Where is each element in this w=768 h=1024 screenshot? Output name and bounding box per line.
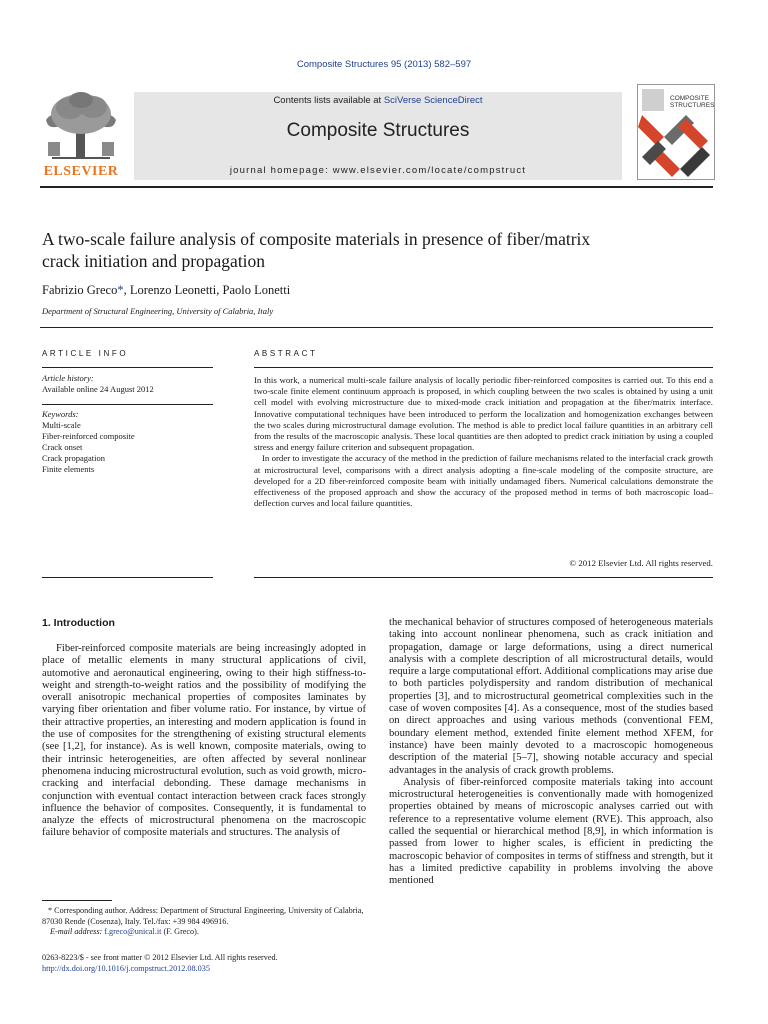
footnote-rule [42, 900, 112, 901]
article-info-rule [42, 367, 213, 368]
sciencedirect-link[interactable]: SciVerse ScienceDirect [383, 95, 483, 106]
affiliation: Department of Structural Engineering, University of Calabria, Italy [42, 306, 274, 316]
body-paragraph: the mechanical behavior of structures composed of heterogeneous materials taking into account nonlinear phenomena, such as crack initiation and propagation, damage or large deformations, using a direct numerical analysis with a complete description of all microstructural details, would require a large computational effort. Additional complications may arise due to both particles polydispersity and random distribution of mechanical properties [3], and to microstructural geometrical complexities such in the case of woven composites [4]. As a consequence, most of the studies based on direct approaches and using various methods (conventional FEM, boundary element method, extended finite element method XFEM, for instance) have been mainly devoted to a macroscopic homogeneous description of the material [5–7], showing notable accuracy and special advantages in the analysis of crack growth problems. [389, 617, 713, 776]
cover-title: COMPOSITE STRUCTURES [670, 95, 715, 109]
keywords-block: Keywords: Multi-scale Fiber-reinforced composite Crack onset Crack propagation Finite elements [42, 409, 213, 475]
keyword: Fiber-reinforced composite [42, 431, 135, 441]
issn-line: 0263-8223/$ - see front matter © 2012 Elsevier Ltd. All rights reserved. [42, 953, 278, 962]
history-rule [42, 404, 213, 405]
body-column-left [42, 643, 366, 840]
abstract-body [254, 375, 713, 509]
corresponding-author-footnote: * Corresponding author. Address: Department of Structural Engineering, University of Calabria, 87030 Rende (Cosenza), Italy. Tel./fax: +39 984 496916. E-mail address: f.greco@unical.it (F. Greco). [42, 906, 364, 936]
page-footer [42, 952, 372, 974]
corresponding-author-mark[interactable]: * [117, 283, 124, 297]
article-info-bottom-rule [42, 577, 213, 578]
author-email-link[interactable]: f.greco@unical.it [104, 927, 162, 936]
keyword: Crack propagation [42, 453, 106, 463]
elsevier-wordmark: ELSEVIER [43, 164, 119, 179]
abstract-bottom-rule [254, 577, 713, 578]
abstract-heading: ABSTRACT [254, 349, 318, 358]
article-history: Article history: Available online 24 August 2012 [42, 373, 154, 394]
abstract-rule [254, 367, 713, 368]
body-paragraph: Analysis of fiber-reinforced composite materials taking into account microstructural heterogeneities is conventionally made with homogenized properties obtained by means of microscopic analyses carried out with reference to a representative volume element (RVE). This approach, also called the sequential or hierarchical method [8,9], in which information is passed from lower to higher scales, is efficient in predicting the macroscopic behavior of composites in terms of stiffness and strength, but it has a limited predictive capability in problems involving the above mentioned [389, 776, 713, 887]
contents-line [134, 95, 622, 106]
journal-reference[interactable]: Composite Structures 95 (2013) 582–597 [296, 59, 472, 70]
author-list: Fabrizio Greco*, Lorenzo Leonetti, Paolo Lonetti [42, 283, 291, 297]
article-title: A two-scale failure analysis of composite materials in presence of fiber/matrix crack initiation and propagation [42, 229, 591, 271]
header-divider [40, 186, 713, 188]
keyword: Crack onset [42, 442, 83, 452]
keyword: Multi-scale [42, 420, 81, 430]
abstract-paragraph: In order to investigate the accuracy of the method in the prediction of failure mechanisms related to the interfacial crack growth at microstructural level, comparisons with a direct analysis adopting a fine-scale modeling of the composite structure, are developed for a 2D fiber-reinforced composite beam with initially undamaged fibers. Numerical calculations demonstrate the effectiveness of the proposed approach and show the accuracy of the proposed method in terms of both macroscopic load–deflection curves and local failure quantities. [254, 453, 713, 509]
article-info-heading: ARTICLE INFO [42, 349, 129, 358]
journal-name: Composite Structures [286, 120, 470, 141]
section-heading-introduction: 1. Introduction [42, 617, 115, 629]
journal-cover-thumbnail[interactable] [637, 84, 715, 180]
contents-prefix: Contents lists available at [273, 95, 384, 106]
keyword: Finite elements [42, 464, 95, 474]
abstract-paragraph: In this work, a numerical multi-scale failure analysis of locally periodic fiber-reinforced composites is carried out. To this end a two-scale finite element continuum approach is proposed, in which coupling between the two scales is obtained by using a unit cell model with evolving microstructure due to mixed-mode crack initiation and propagation at the fiber/matrix interface. Innovative computational techniques have been introduced to perform the localization and homogenization exchanges between the two scales during microstructural damage evolution. The method is able to predict local failure quantities in an arbitrary cell from the results of the macroscopic analysis. These local quantities are then adopted to predict crack initiation by using a coupled stress and energy failure criterion and subsequent propagation. [254, 375, 713, 453]
doi-link[interactable]: http://dx.doi.org/10.1016/j.compstruct.2012.08.035 [42, 964, 210, 973]
abstract-copyright: © 2012 Elsevier Ltd. All rights reserved. [569, 558, 713, 568]
body-column-right [389, 617, 713, 888]
body-paragraph: Fiber-reinforced composite materials are being increasingly adopted in place of metallic elements in many structural applications of civil, automotive and aeronautical engineering, owing to their high stiffness-to-weight and strength-to-weight ratios and the possibility of modifying the overall anisotropic mechanical properties of composites laminates by varying fiber orientation and fiber volume ratio. For instance, by virtue of their attractive properties, an interesting and modern application is found in the use of composites for the strengthening of existing structural elements (see [1,2], for instance). As is well known, composite materials, owing to their intrinsic heterogeneities, are often affected by several nonlinear phenomena inducing microstructural evolution, such as void growth, micro-cracking and interfacial debonding. These damage mechanisms in conjunction with eventual contact interaction between crack faces strongly influence the behavior of composites. Consequently, it is fundamental to analyze the effects of microstructural phenomena on the macroscopic failure behavior of composite materials and structures. The analysis of [42, 643, 366, 839]
journal-homepage[interactable]: journal homepage: www.elsevier.com/locate/compstruct [229, 165, 527, 176]
title-divider [40, 327, 713, 328]
